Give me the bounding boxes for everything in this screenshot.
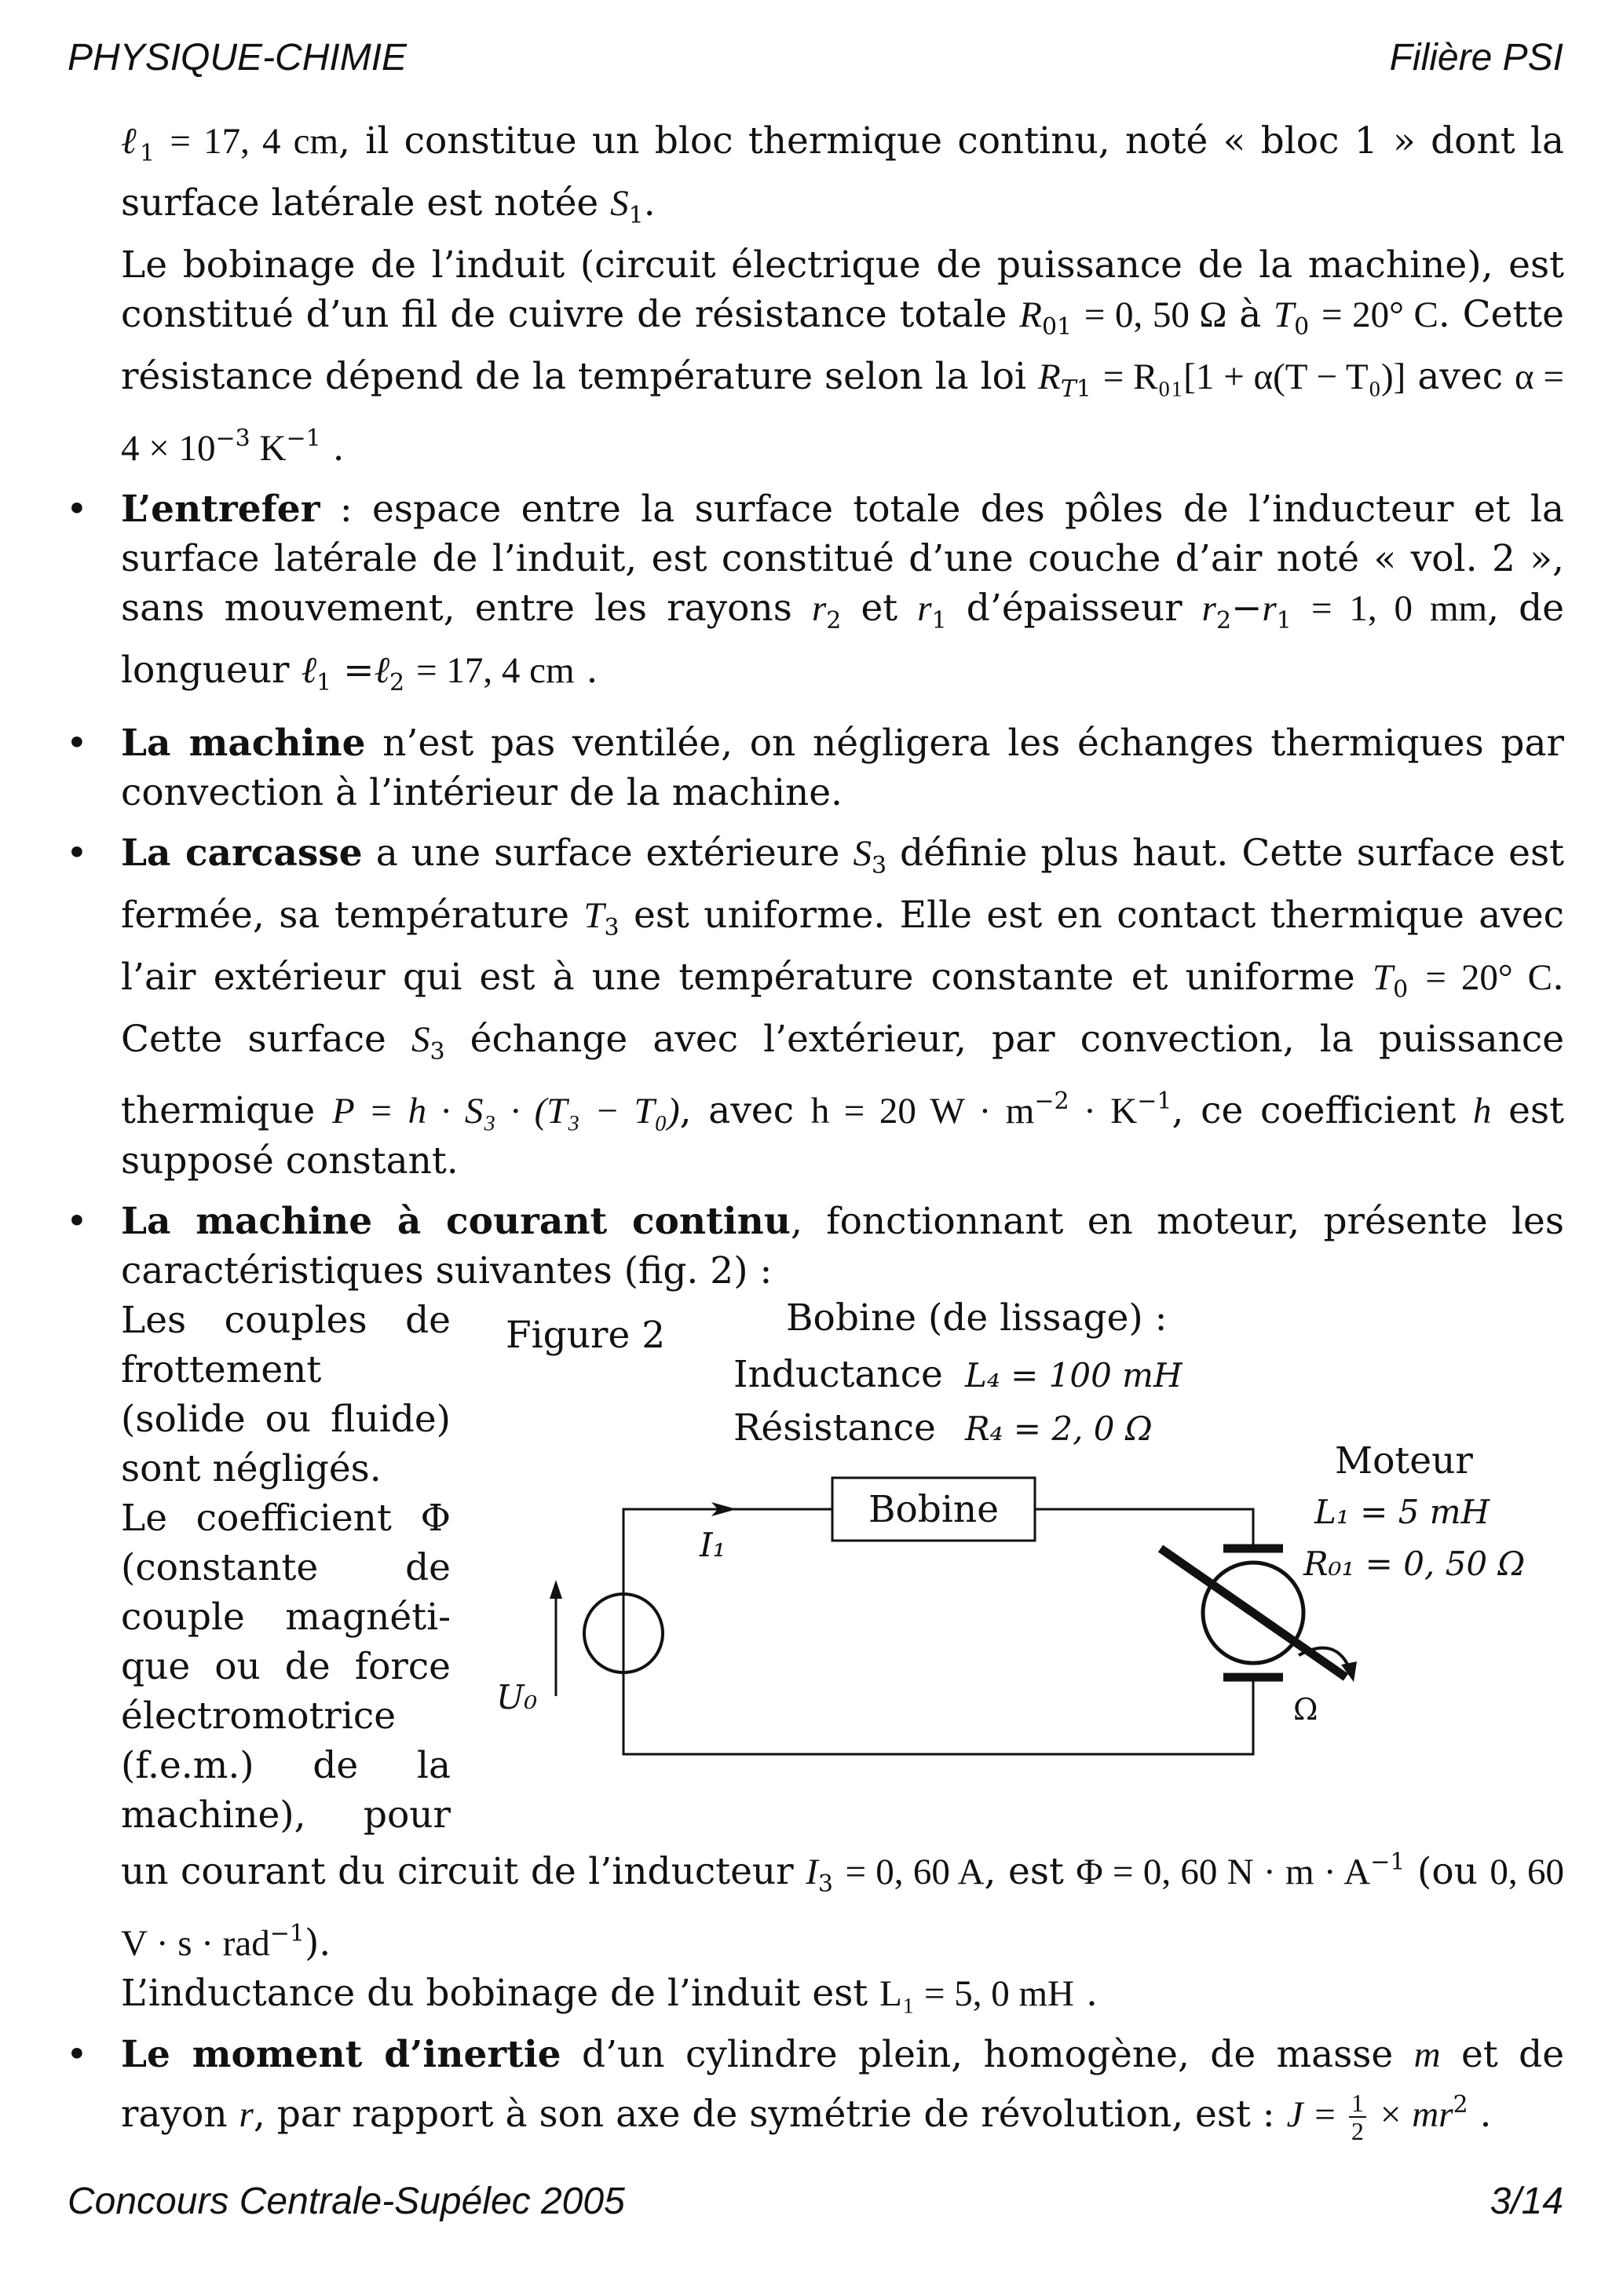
footer-right: 3/14 <box>1490 2181 1563 2222</box>
footer-left: Concours Centrale-Supélec 2005 <box>68 2181 625 2222</box>
wire-top-right <box>1035 1509 1253 1548</box>
moteur-resistance: R₀₁ = 0, 50 Ω <box>1303 1545 1526 1583</box>
bobine-title: Bobine (de lissage) : <box>786 1296 1168 1340</box>
figure-area <box>121 1296 1564 1837</box>
inductance-value: L₄ = 100 mH <box>965 1356 1183 1395</box>
paragraph-bloc1: ℓ$_1$ = 17, 4 cm, il constitue un bloc thermique continu, noté « bloc 1 » dont la surface latérale est notée $S_1$. <box>121 119 1564 229</box>
bullet-inertie: • Le moment d’inertie d’un cylindre plein, homogène, de masse m et de rayon r, par rapport à son axe de symétrie de révolution, est : J = $\frac{1}{2}$ × $mr^2$ . <box>66 2033 1565 2145</box>
figure-title: Figure 2 <box>506 1314 666 1357</box>
bullet-carcasse: • La carcasse a une surface extérieure $S_3$ définie plus haut. Cette surface est fermée, sa température $T_3$ est uniforme. Elle est en contact thermique avec l’air extérieur qui est à une température constante et uniforme $T_0 = 20^\circ$ C. Cette surface $S_3$ échange avec l’extérieur, par convection, la puissance thermique P = h · S₃ · (T₃ − T₀), avec h = 20 $W \cdot m^{-2} \cdot K^{-1}$, ce coefficient h est supposé constant. <box>66 832 1565 1183</box>
mcc-side-text: Les couples de frottement (solide ou fluide) sont négligés. Le coefficient Φ (constante de couple magnéti- que ou de force électromotrice (f.e.m.) de la machine), pour <box>121 1299 451 1837</box>
wire-bottom <box>623 1665 1253 1754</box>
omega-label: Ω <box>1293 1692 1318 1727</box>
paragraph-phi: un courant du circuit de l’inducteur $I_3 = 0$, 60 A, est Φ = 0, 60 $N \cdot m \cdot A^{-1}$ (ou 0, 60 V · s · rad$^{-1}$). <box>121 1848 1564 1965</box>
page-content <box>66 116 1565 2145</box>
wire-top-left <box>623 1509 832 1602</box>
bullet-machine: • La machine n’est pas ventilée, on négligera les échanges thermiques par convection à l’intérieur de la machine. <box>66 722 1565 814</box>
moteur-inductance: L₁ = 5 mH <box>1314 1493 1490 1531</box>
resistance-label: Résistance <box>733 1406 936 1450</box>
circuit-figure <box>121 1296 1564 1837</box>
inductance-label: Inductance <box>733 1353 943 1396</box>
resistance-value: R₄ = 2, 0 Ω <box>965 1409 1153 1448</box>
paragraph-inductance: L’inductance du bobinage de l’induit est L₁ = 5, 0 mH . <box>121 1972 1098 2015</box>
header-right: Filière PSI <box>1389 37 1563 79</box>
header-left: PHYSIQUE-CHIMIE <box>68 37 408 79</box>
current-label: I₁ <box>700 1526 726 1564</box>
bullet-mcc: • La machine à courant continu, fonctionnant en moteur, présente les caractéristiques suivantes (fig. 2) : <box>66 1200 1564 1292</box>
bullet-entrefer: • L’entrefer : espace entre la surface totale des pôles de l’inducteur et la surface latérale de l’induit, est constitué d’une couche d’air noté « vol. 2 », sans mouvement, entre les rayons $r_2$ et $r_1$ d’épaisseur $r_2-r_1 = 1$, 0 mm, de longueur ℓ$_1$ =ℓ$_2$ = 17, 4 cm . <box>66 488 1565 696</box>
moteur-label: Moteur <box>1335 1439 1473 1483</box>
bobine-box-label: Bobine <box>868 1488 1000 1531</box>
paragraph-bobinage: Le bobinage de l’induit (circuit électrique de puissance de la machine), est constitué d’un fil de cuivre de résistance totale $R_{01} = 0$, 50 Ω à $T_0 = 20^\circ$ C. Cette résistance dépend de la température selon la loi $R_{T1} = R_{01}[1 + \alpha(T - T_0)]$ avec $\alpha = 4 \times 10^{-3}$ $K^{-1}$ . <box>121 243 1564 470</box>
voltage-label: U₀ <box>496 1678 538 1717</box>
